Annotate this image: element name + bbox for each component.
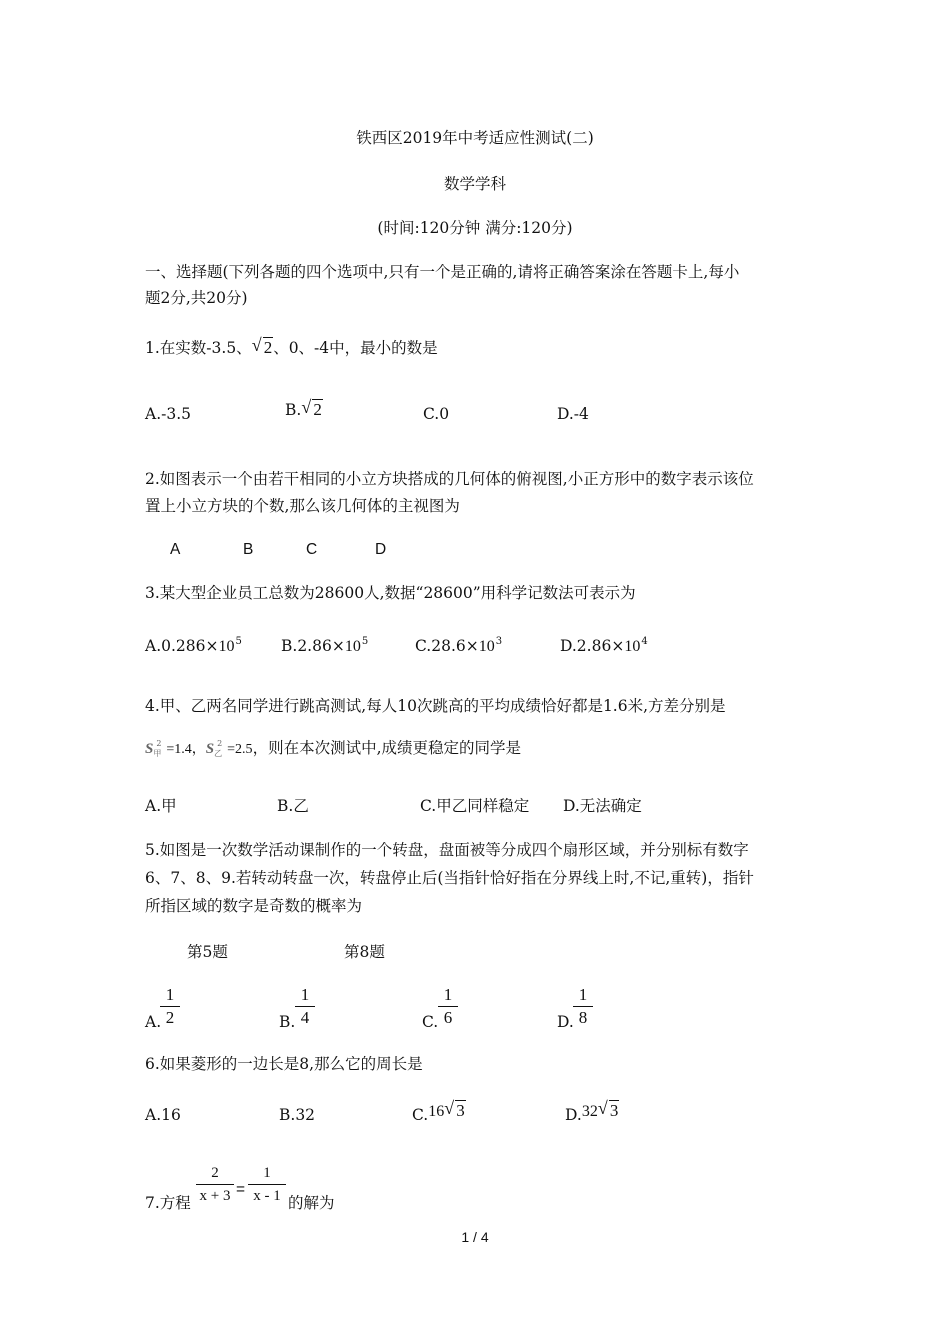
- q2-label-a: A: [170, 541, 181, 558]
- q5-option-d-label: D.: [557, 1013, 574, 1031]
- q4-option-a: A.甲: [145, 797, 177, 815]
- q5-option-c-label: C.: [422, 1013, 439, 1031]
- q7-lhs-fraction: 2 x + 3: [196, 1162, 234, 1207]
- time-info: (时间:120分钟 满分:120分): [377, 219, 573, 237]
- q4-line2: S甲$^2$ =1.4，S乙$^2$ =2.5，则在本次测试中,成绩更稳定的同学是: [145, 739, 521, 758]
- q3-option-d: $D.2.86\times 10^4$: [560, 636, 648, 655]
- sqrt-expression: √ 2: [251, 335, 273, 357]
- q1-stem-post: 、0、-4中，最小的数是: [273, 339, 438, 357]
- sqrt-expression: √ 3: [444, 1098, 465, 1120]
- variance-yi: S乙$^2$ =2.5: [205, 739, 253, 758]
- q6-option-c: C.16 √ 3: [412, 1098, 465, 1124]
- q4-line1: 4.甲、乙两名同学进行跳高测试,每人10次跳高的平均成绩恰好都是1.6米,方差分别是: [145, 697, 726, 715]
- q1-option-c: C.0: [423, 405, 450, 423]
- q6-option-b: B.32: [279, 1106, 316, 1124]
- q5-option-a-label: A.: [145, 1013, 162, 1031]
- q4-option-c: C.甲乙同样稳定: [420, 797, 530, 815]
- q1-option-a: A.-3.5: [145, 405, 192, 423]
- variance-jia: S甲$^2$ =1.4，: [145, 739, 206, 758]
- q7-post: 的解为: [288, 1194, 335, 1212]
- q6-option-d: D.32 √ 3: [565, 1098, 619, 1124]
- subject-title: 数学学科: [443, 175, 506, 193]
- q5-option-d-fraction: 1 8: [573, 984, 593, 1029]
- page-number: 1 / 4: [461, 1229, 489, 1245]
- q2-label-b: B: [243, 541, 254, 558]
- q5-line2: 6、7、8、9.若转动转盘一次，转盘停止后(当指针恰好指在分界线上时,不记,重转)，指针: [145, 869, 754, 887]
- q6-stem: 6.如果菱形的一边长是8,那么它的周长是: [145, 1055, 423, 1073]
- figure-caption-q8: 第8题: [344, 943, 385, 961]
- q3-option-c: $C.28.6\times 10^3$: [415, 636, 503, 655]
- q2-line2: 置上小立方块的个数,那么该几何体的主视图为: [145, 497, 460, 515]
- q7-equals: =: [236, 1181, 246, 1198]
- q2-label-c: C: [306, 541, 318, 558]
- q1-option-d: D.-4: [557, 405, 589, 423]
- q4-option-b: B.乙: [277, 797, 309, 815]
- sqrt-expression: √ 3: [597, 1098, 619, 1120]
- q2-line1: 2.如图表示一个由若干相同的小立方块搭成的几何体的俯视图,小正方形中的数字表示该位: [145, 470, 754, 488]
- q1-option-b: B. √ 2: [285, 397, 322, 419]
- figure-caption-q5: 第5题: [187, 943, 228, 961]
- section-intro-line1: 一、选择题(下列各题的四个选项中,只有一个是正确的,请将正确答案涂在答题卡上,每小: [145, 263, 740, 281]
- q3-option-b: $B.2.86\times 10^5$: [281, 636, 369, 655]
- q7-pre: 7.方程: [145, 1194, 191, 1212]
- q7-rhs-fraction: 1 x - 1: [248, 1162, 286, 1207]
- q6-option-a: A.16: [145, 1106, 181, 1124]
- q5-option-c-fraction: 1 6: [438, 984, 458, 1029]
- q4-option-d: D.无法确定: [563, 797, 642, 815]
- sqrt-expression: √ 2: [301, 397, 322, 419]
- q3-stem: 3.某大型企业员工总数为28600人,数据“28600”用科学记数法可表示为: [145, 584, 636, 602]
- q3-option-a: $A.0.286\times 10^5$: [145, 636, 242, 655]
- q1-stem-pre: 1.在实数-3.5、: [145, 339, 252, 357]
- page-title: 铁西区2019年中考适应性测试(二): [356, 129, 594, 147]
- q5-line3: 所指区域的数字是奇数的概率为: [145, 897, 363, 915]
- q5-line1: 5.如图是一次数学活动课制作的一个转盘，盘面被等分成四个扇形区域，并分别标有数字: [145, 841, 749, 859]
- q2-label-d: D: [375, 541, 387, 558]
- q5-option-a-fraction: 1 2: [160, 984, 180, 1029]
- q5-option-b-fraction: 1 4: [295, 984, 315, 1029]
- q1-stem: [145, 335, 438, 358]
- q5-option-b-label: B.: [279, 1013, 296, 1031]
- section-intro-line2: 题2分,共20分): [145, 289, 248, 307]
